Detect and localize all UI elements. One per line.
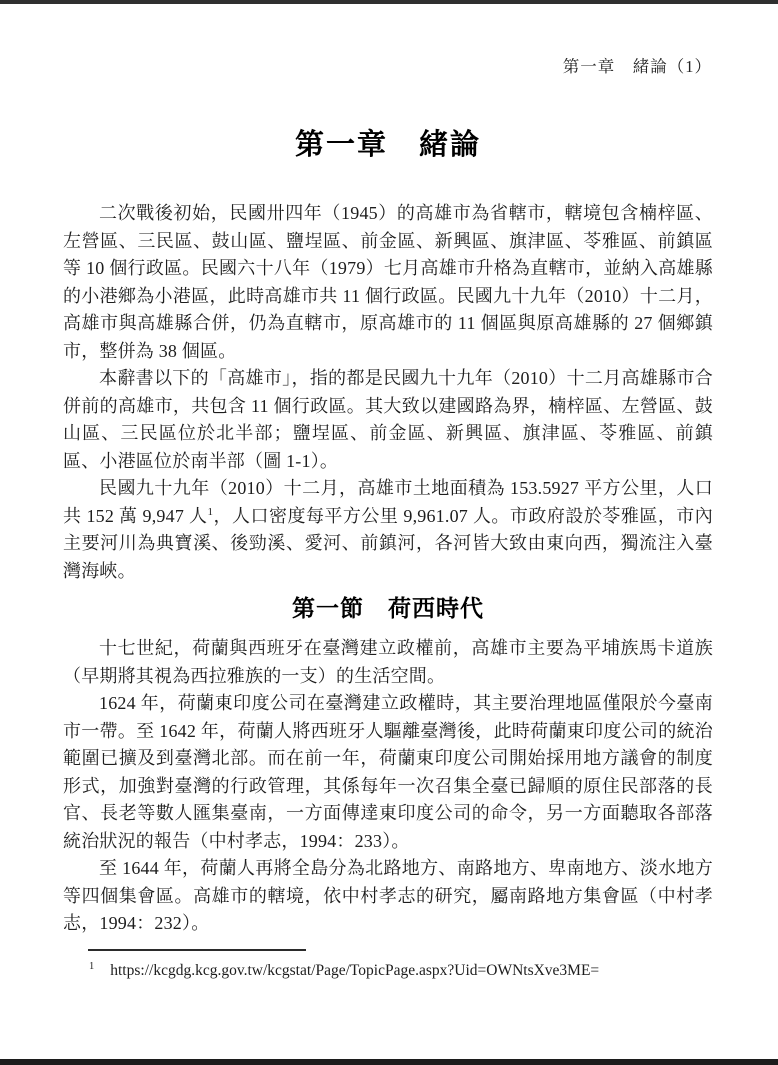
paragraph-dictionary-scope: 本辭書以下的「高雄市」，指的都是民國九十九年（2010）十二月高雄縣市合併前的高雄市，共包含 11 個行政區。其大致以建國路為界，楠梓區、左營區、鼓山區、三民區位於北半部；鹽埕區、前金區、新興區、旗津區、苓雅區、前鎮區、小港區位於南半部（圖 1-1）。 bbox=[63, 368, 713, 471]
footnote-reference-1: 1 bbox=[207, 505, 214, 518]
footnote-separator-rule bbox=[88, 949, 306, 951]
footnote-url: https://kcgdg.kcg.gov.tw/kcgstat/Page/TopicPage.aspx?Uid=OWNtsXve3ME= bbox=[110, 962, 600, 980]
paragraph-area-population-text: 民國九十九年（2010）十二月，高雄市土地面積為 153.5927 平方公里，人口共 152 萬 9,947 人 bbox=[63, 478, 713, 526]
paragraph-area-population bbox=[63, 475, 713, 585]
page-content bbox=[63, 0, 713, 938]
footnote bbox=[89, 956, 713, 982]
chapter-title: 第一章 緒論 bbox=[294, 129, 481, 161]
paragraph-dutch-east-india-company: 1624 年，荷蘭東印度公司在臺灣建立政權時，其主要治理地區僅限於今臺南市一帶。至 1642 年，荷蘭人將西班牙人驅離臺灣後，此時荷蘭東印度公司的統治範圍已擴及到臺灣北部。而在前一年，荷蘭東印度公司開始採用地方議會的制度形式，加強對臺灣的行政管理，其係每年一次召集全臺已歸順的原住民部落的長官、長老等數人匯集臺南，一方面傳達東印度公司的命令，另一方面聽取各部落統治狀況的報告（中村孝志，1994：233）。 bbox=[63, 693, 713, 851]
body-text bbox=[63, 200, 713, 938]
footnote-marker: 1 bbox=[89, 961, 95, 972]
section-heading-dutch-spanish-era: 第一節 荷西時代 bbox=[292, 595, 484, 621]
paragraph-area-population-text-cont: ，人口密度每平方公里 9,961.07 人。市政府設於苓雅區，市內主要河川為典寶溪、後勁溪、愛河、前鎮河，各河皆大致由東向西，獨流注入臺灣海峽。 bbox=[63, 505, 713, 581]
paragraph-makatao: 十七世紀，荷蘭與西班牙在臺灣建立政權前，高雄市主要為平埔族馬卡道族（早期將其視為西拉雅族的一支）的生活空間。 bbox=[63, 638, 713, 686]
paragraph-postwar-districts: 二次戰後初始，民國卅四年（1945）的高雄市為省轄市，轄境包含楠梓區、左營區、三民區、鼓山區、鹽埕區、前金區、新興區、旗津區、苓雅區、前鎮區等 10 個行政區。民國六十八年（1979）七月高雄市升格為直轄市，並納入高雄縣的小港鄉為小港區，此時高雄市共 11 個行政區。民國九十九年（2010）十二月，高雄市與高雄縣合併，仍為直轄市，原高雄市的 11 個區與原高雄縣的 27 個鄉鎮市，整併為 38 個區。 bbox=[63, 203, 713, 361]
paragraph-1644-assembly-districts: 至 1644 年，荷蘭人再將全島分為北路地方、南路地方、卑南地方、淡水地方等四個集會區。高雄市的轄境，依中村孝志的研究，屬南路地方集會區（中村孝志，1994：232）。 bbox=[63, 858, 713, 933]
scan-bottom-edge-bar bbox=[0, 1059, 778, 1065]
running-header: 第一章 緒論（1） bbox=[562, 57, 712, 76]
